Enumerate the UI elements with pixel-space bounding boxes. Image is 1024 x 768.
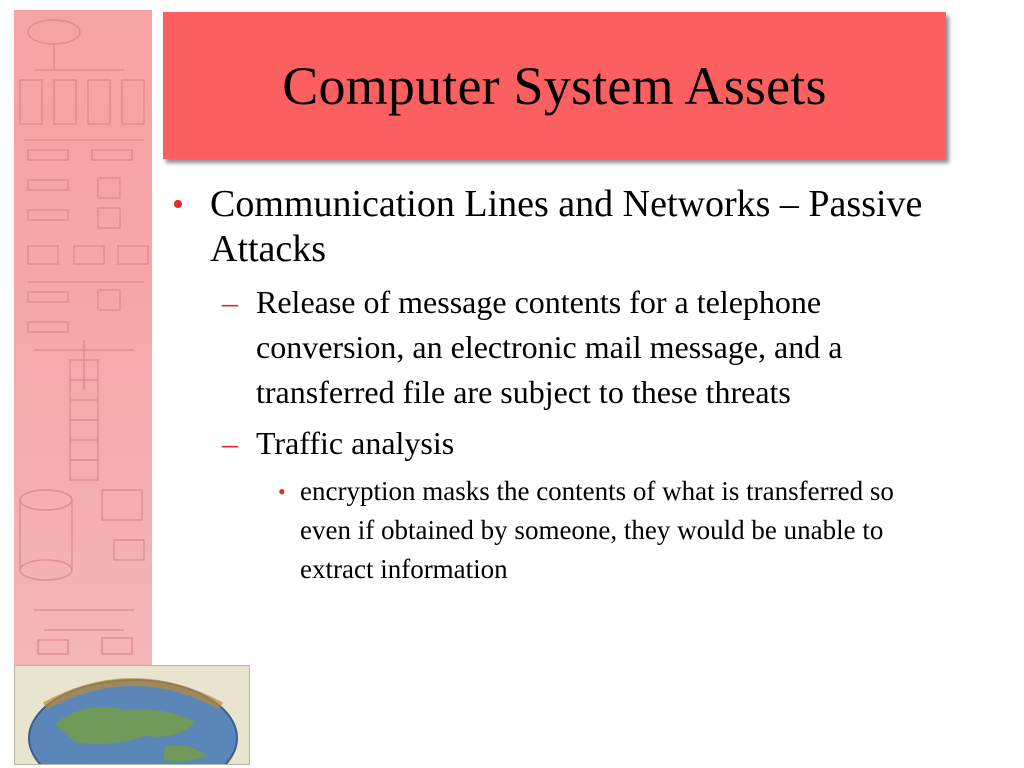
bullet-text: Communication Lines and Networks – Passive Attacks (210, 183, 923, 270)
bullet-level-2 (172, 280, 972, 415)
sub-sub-bullet-text: encryption masks the contents of what is transferred so even if obtained by someone, they would be unable to extract information (300, 476, 894, 584)
cluster-logo (14, 665, 250, 765)
flowchart-background-graphic (14, 10, 152, 665)
slide-title: Computer System Assets (282, 55, 827, 116)
dash-marker: – (222, 284, 238, 320)
bullet-level-1 (172, 182, 972, 272)
decorative-sidebar (14, 10, 152, 665)
title-band (163, 12, 946, 159)
bullet-marker: • (278, 479, 286, 504)
bullet-level-3 (172, 472, 920, 589)
globe-logo-graphic (15, 666, 250, 765)
bullet-marker: • (172, 186, 184, 223)
dash-marker: – (222, 425, 238, 461)
sub-bullet-text: Traffic analysis (256, 425, 455, 461)
sub-bullet-text: Release of message contents for a telephone conversion, an electronic mail message, and a transferred file are subject to these threats (256, 284, 843, 410)
bullet-level-2 (172, 421, 972, 466)
slide-body (172, 182, 972, 589)
